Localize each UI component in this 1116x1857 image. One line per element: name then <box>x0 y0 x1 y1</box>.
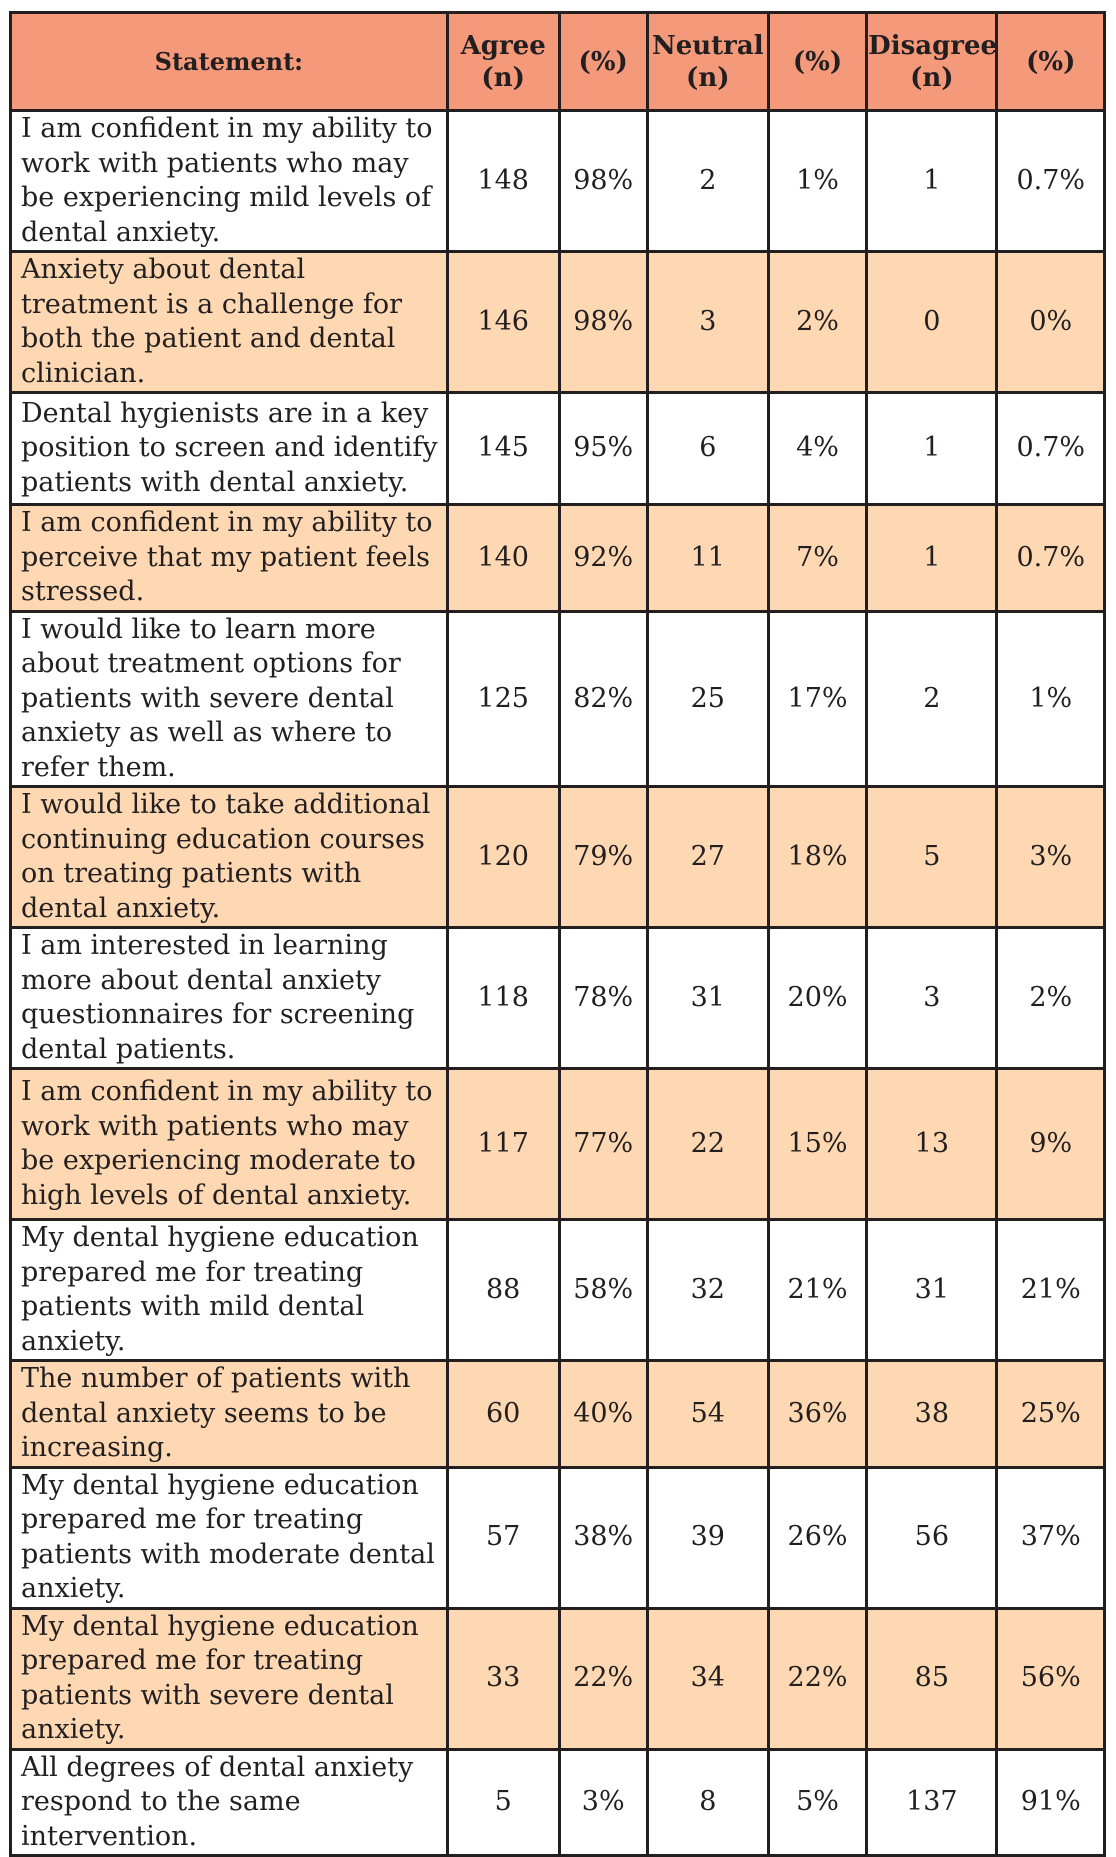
header-disagree-pct-label: (%) <box>1026 46 1076 77</box>
neutral-n-cell: 54 <box>647 1361 768 1468</box>
neutral-pct-cell: 7% <box>768 505 866 612</box>
statement-cell: I am confident in my ability to perceive that my patient feels stressed. <box>11 505 448 612</box>
header-disagree-n <box>867 13 997 111</box>
agree-pct-cell: 79% <box>559 787 647 928</box>
agree-n-cell: 88 <box>447 1220 559 1361</box>
agree-n-cell: 120 <box>447 787 559 928</box>
statement-cell: Dental hygienists are in a key position to screen and identify patients with dental anxiety. <box>11 393 448 505</box>
disagree-n-cell: 2 <box>867 611 997 787</box>
disagree-pct-cell: 1% <box>997 611 1105 787</box>
neutral-pct-cell: 5% <box>768 1749 866 1856</box>
neutral-pct-cell: 2% <box>768 252 866 393</box>
neutral-n-cell: 11 <box>647 505 768 612</box>
neutral-pct-cell: 26% <box>768 1467 866 1608</box>
table-row <box>11 252 1105 393</box>
disagree-n-cell: 3 <box>867 928 997 1069</box>
neutral-n-cell: 6 <box>647 393 768 505</box>
neutral-n-cell: 25 <box>647 611 768 787</box>
table-body <box>11 111 1105 1856</box>
neutral-pct-cell: 18% <box>768 787 866 928</box>
agree-n-cell: 125 <box>447 611 559 787</box>
neutral-pct-cell: 21% <box>768 1220 866 1361</box>
survey-results-table <box>9 11 1106 1857</box>
table-row <box>11 928 1105 1069</box>
header-agree-n <box>447 13 559 111</box>
disagree-n-cell: 31 <box>867 1220 997 1361</box>
agree-n-cell: 146 <box>447 252 559 393</box>
header-neutral-n <box>647 13 768 111</box>
survey-table-container <box>9 11 1106 1857</box>
disagree-pct-cell: 2% <box>997 928 1105 1069</box>
neutral-n-cell: 3 <box>647 252 768 393</box>
agree-pct-cell: 40% <box>559 1361 647 1468</box>
header-disagree-line1: Disagree <box>868 30 998 61</box>
header-disagree-pct <box>997 13 1105 111</box>
agree-pct-cell: 98% <box>559 252 647 393</box>
neutral-n-cell: 32 <box>647 1220 768 1361</box>
disagree-pct-cell: 37% <box>997 1467 1105 1608</box>
table-row <box>11 1749 1105 1856</box>
table-row <box>11 1361 1105 1468</box>
statement-cell: I am confident in my ability to work with patients who may be experiencing mild levels of dental anxiety. <box>11 111 448 252</box>
neutral-pct-cell: 36% <box>768 1361 866 1468</box>
neutral-n-cell: 8 <box>647 1749 768 1856</box>
header-neutral-line1: Neutral <box>651 30 764 61</box>
header-agree-pct-label: (%) <box>578 46 628 77</box>
header-agree-line1: Agree <box>460 30 546 61</box>
agree-n-cell: 148 <box>447 111 559 252</box>
agree-pct-cell: 38% <box>559 1467 647 1608</box>
agree-n-cell: 118 <box>447 928 559 1069</box>
disagree-n-cell: 137 <box>867 1749 997 1856</box>
header-neutral-line2: (n) <box>686 62 730 93</box>
statement-cell: The number of patients with dental anxiety seems to be increasing. <box>11 1361 448 1468</box>
statement-cell: I would like to learn more about treatment options for patients with severe dental anxiety as well as where to refer them. <box>11 611 448 787</box>
table-row <box>11 393 1105 505</box>
header-statement-label: Statement: <box>154 46 304 76</box>
agree-pct-cell: 3% <box>559 1749 647 1856</box>
neutral-pct-cell: 15% <box>768 1069 866 1220</box>
agree-n-cell: 140 <box>447 505 559 612</box>
neutral-pct-cell: 20% <box>768 928 866 1069</box>
header-agree-pct <box>559 13 647 111</box>
agree-n-cell: 33 <box>447 1608 559 1749</box>
header-neutral-pct-label: (%) <box>792 46 843 77</box>
header-disagree-line2: (n) <box>910 62 954 93</box>
neutral-pct-cell: 4% <box>768 393 866 505</box>
disagree-pct-cell: 56% <box>997 1608 1105 1749</box>
agree-pct-cell: 92% <box>559 505 647 612</box>
disagree-n-cell: 56 <box>867 1467 997 1608</box>
neutral-n-cell: 34 <box>647 1608 768 1749</box>
agree-n-cell: 145 <box>447 393 559 505</box>
statement-cell: I would like to take additional continuing education courses on treating patients with dental anxiety. <box>11 787 448 928</box>
agree-pct-cell: 82% <box>559 611 647 787</box>
disagree-n-cell: 1 <box>867 111 997 252</box>
statement-cell: I am confident in my ability to work with patients who may be experiencing moderate to high levels of dental anxiety. <box>11 1069 448 1220</box>
agree-pct-cell: 78% <box>559 928 647 1069</box>
statement-cell: I am interested in learning more about dental anxiety questionnaires for screening dental patients. <box>11 928 448 1069</box>
header-statement <box>11 13 448 111</box>
disagree-pct-cell: 0.7% <box>997 393 1105 505</box>
table-row <box>11 1069 1105 1220</box>
disagree-pct-cell: 9% <box>997 1069 1105 1220</box>
table-row <box>11 611 1105 787</box>
header-agree-line2: (n) <box>481 62 525 93</box>
disagree-pct-cell: 3% <box>997 787 1105 928</box>
agree-pct-cell: 58% <box>559 1220 647 1361</box>
statement-cell: My dental hygiene education prepared me for treating patients with severe dental anxiety. <box>11 1608 448 1749</box>
agree-pct-cell: 98% <box>559 111 647 252</box>
statement-cell: All degrees of dental anxiety respond to the same intervention. <box>11 1749 448 1856</box>
table-row <box>11 111 1105 252</box>
disagree-n-cell: 1 <box>867 393 997 505</box>
table-row <box>11 1467 1105 1608</box>
agree-n-cell: 117 <box>447 1069 559 1220</box>
neutral-n-cell: 39 <box>647 1467 768 1608</box>
disagree-pct-cell: 0% <box>997 252 1105 393</box>
neutral-n-cell: 2 <box>647 111 768 252</box>
agree-n-cell: 5 <box>447 1749 559 1856</box>
agree-pct-cell: 22% <box>559 1608 647 1749</box>
neutral-n-cell: 31 <box>647 928 768 1069</box>
disagree-pct-cell: 21% <box>997 1220 1105 1361</box>
disagree-pct-cell: 91% <box>997 1749 1105 1856</box>
table-row <box>11 505 1105 612</box>
disagree-pct-cell: 0.7% <box>997 111 1105 252</box>
disagree-pct-cell: 0.7% <box>997 505 1105 612</box>
statement-cell: Anxiety about dental treatment is a challenge for both the patient and dental clinician. <box>11 252 448 393</box>
neutral-n-cell: 27 <box>647 787 768 928</box>
neutral-pct-cell: 1% <box>768 111 866 252</box>
disagree-n-cell: 0 <box>867 252 997 393</box>
disagree-n-cell: 13 <box>867 1069 997 1220</box>
statement-cell: My dental hygiene education prepared me for treating patients with moderate dental anxiety. <box>11 1467 448 1608</box>
table-row <box>11 1220 1105 1361</box>
agree-pct-cell: 77% <box>559 1069 647 1220</box>
table-row <box>11 787 1105 928</box>
disagree-n-cell: 85 <box>867 1608 997 1749</box>
disagree-n-cell: 1 <box>867 505 997 612</box>
neutral-pct-cell: 17% <box>768 611 866 787</box>
neutral-n-cell: 22 <box>647 1069 768 1220</box>
disagree-n-cell: 5 <box>867 787 997 928</box>
table-header-row <box>11 13 1105 111</box>
agree-pct-cell: 95% <box>559 393 647 505</box>
agree-n-cell: 60 <box>447 1361 559 1468</box>
neutral-pct-cell: 22% <box>768 1608 866 1749</box>
statement-cell: My dental hygiene education prepared me for treating patients with mild dental anxiety. <box>11 1220 448 1361</box>
disagree-n-cell: 38 <box>867 1361 997 1468</box>
agree-n-cell: 57 <box>447 1467 559 1608</box>
header-neutral-pct <box>768 13 866 111</box>
disagree-pct-cell: 25% <box>997 1361 1105 1468</box>
table-row <box>11 1608 1105 1749</box>
